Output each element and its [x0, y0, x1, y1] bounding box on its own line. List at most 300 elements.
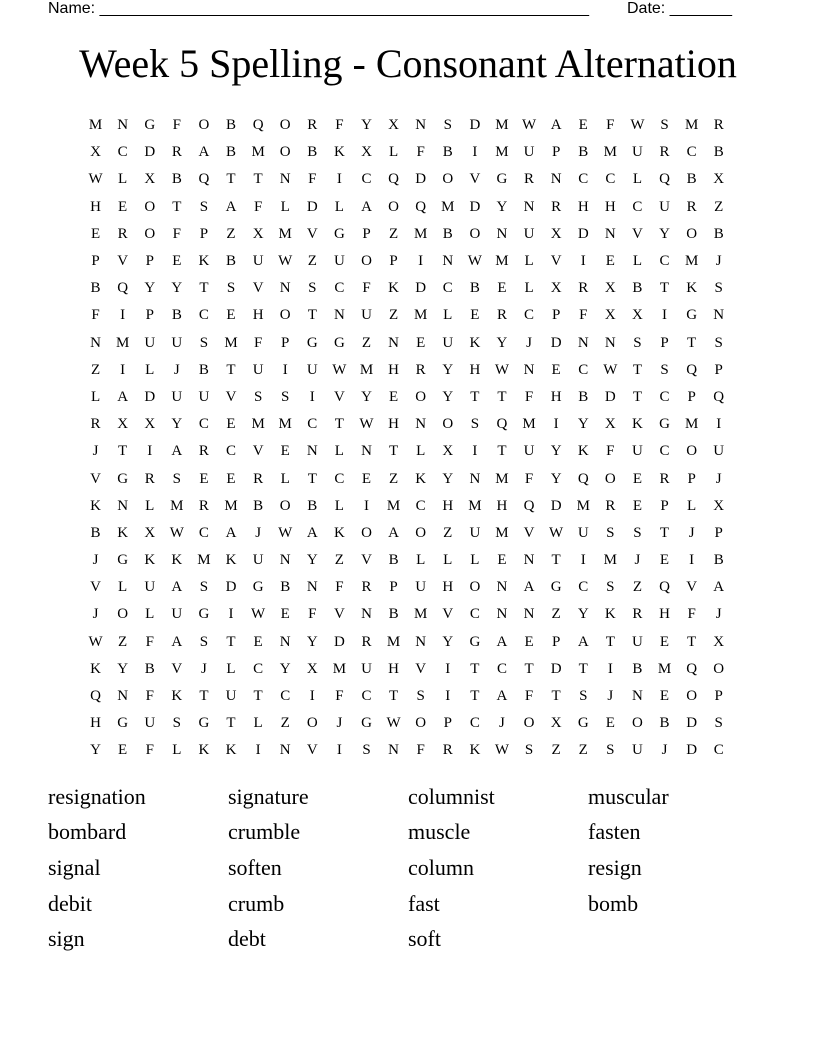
grid-cell: L: [280, 198, 290, 215]
grid-cell: T: [388, 443, 399, 460]
grid-cell: C: [469, 715, 480, 732]
grid-cell: F: [253, 334, 263, 351]
grid-cell: D: [225, 579, 237, 596]
grid-cell: K: [469, 742, 481, 759]
grid-cell: T: [524, 660, 534, 677]
grid-cell: M: [197, 552, 211, 569]
grid-cell: Y: [442, 361, 454, 378]
grid-cell: K: [333, 524, 345, 541]
grid-cell: H: [90, 715, 101, 732]
grid-cell: M: [684, 416, 699, 433]
grid-cell: F: [524, 388, 534, 405]
grid-cell: S: [633, 524, 642, 541]
grid-cell: P: [281, 334, 290, 351]
grid-cell: S: [606, 742, 615, 759]
grid-cell: F: [308, 171, 317, 188]
grid-cell: B: [442, 225, 453, 242]
grid-cell: N: [496, 225, 508, 242]
grid-cell: D: [415, 171, 427, 188]
grid-cell: T: [497, 388, 507, 405]
grid-cell: B: [307, 144, 318, 161]
grid-cell: B: [307, 497, 318, 514]
grid-cell: S: [714, 715, 723, 732]
grid-cell: N: [604, 334, 616, 351]
word-list-item: fast: [408, 890, 440, 916]
grid-cell: J: [607, 688, 614, 705]
grid-cell: V: [333, 388, 345, 405]
grid-cell: F: [91, 307, 100, 324]
grid-cell: L: [253, 715, 263, 732]
grid-cell: S: [633, 334, 642, 351]
grid-cell: B: [469, 280, 480, 297]
grid-cell: V: [361, 552, 372, 569]
grid-cell: K: [225, 742, 237, 759]
grid-cell: N: [333, 307, 345, 324]
grid-cell: N: [415, 117, 427, 134]
grid-cell: D: [144, 144, 156, 161]
grid-cell: W: [494, 361, 510, 378]
grid-cell: I: [580, 552, 586, 569]
grid-cell: B: [226, 253, 237, 270]
grid-cell: V: [550, 253, 562, 270]
grid-cell: R: [442, 742, 453, 759]
grid-cell: U: [252, 552, 264, 569]
grid-cell: X: [388, 117, 399, 134]
header-line: [48, 0, 748, 20]
grid-cell: Z: [551, 742, 561, 759]
grid-cell: E: [226, 307, 236, 324]
grid-cell: B: [686, 171, 697, 188]
grid-cell: D: [306, 198, 318, 215]
grid-cell: P: [660, 497, 669, 514]
grid-cell: X: [632, 307, 643, 324]
grid-cell: H: [577, 198, 589, 215]
grid-cell: B: [198, 361, 209, 378]
grid-cell: K: [90, 660, 101, 677]
grid-cell: Y: [550, 470, 562, 487]
word-list-item: soften: [228, 854, 282, 880]
grid-cell: U: [225, 688, 237, 705]
grid-cell: P: [199, 225, 209, 242]
grid-cell: T: [226, 715, 236, 732]
grid-cell: G: [306, 334, 318, 351]
grid-cell: N: [523, 361, 535, 378]
grid-cell: B: [90, 524, 101, 541]
grid-cell: W: [88, 633, 103, 650]
grid-cell: R: [171, 144, 182, 161]
grid-cell: H: [659, 606, 670, 623]
grid-cell: X: [604, 307, 616, 324]
grid-cell: C: [415, 497, 426, 514]
grid-cell: T: [551, 688, 561, 705]
grid-cell: T: [307, 470, 317, 487]
grid-cell: S: [579, 688, 588, 705]
grid-cell: U: [144, 715, 156, 732]
grid-cell: B: [713, 144, 724, 161]
grid-cell: J: [201, 660, 207, 677]
grid-cell: I: [662, 307, 668, 324]
grid-cell: U: [632, 144, 643, 161]
grid-cell: I: [336, 171, 342, 188]
grid-cell: K: [171, 688, 183, 705]
grid-cell: Y: [171, 416, 183, 433]
grid-cell: Q: [686, 361, 698, 378]
grid-cell: E: [361, 470, 372, 487]
grid-cell: Z: [388, 470, 399, 487]
grid-cell: Y: [577, 416, 589, 433]
grid-cell: J: [688, 524, 695, 541]
grid-cell: C: [469, 606, 480, 623]
grid-cell: T: [687, 633, 697, 650]
grid-cell: V: [686, 579, 698, 596]
grid-cell: M: [359, 361, 374, 378]
grid-cell: O: [306, 715, 318, 732]
grid-cell: Z: [280, 715, 290, 732]
grid-cell: J: [499, 715, 505, 732]
grid-cell: Q: [198, 171, 210, 188]
grid-cell: L: [443, 307, 453, 324]
grid-cell: N: [117, 117, 129, 134]
grid-cell: E: [605, 715, 615, 732]
grid-cell: V: [90, 579, 101, 596]
grid-cell: R: [144, 470, 155, 487]
grid-cell: T: [470, 660, 480, 677]
grid-cell: M: [88, 117, 103, 134]
grid-cell: P: [443, 715, 452, 732]
grid-cell: Z: [361, 334, 372, 351]
grid-cell: L: [118, 171, 128, 188]
grid-cell: I: [472, 144, 478, 161]
grid-cell: F: [416, 742, 425, 759]
grid-cell: R: [415, 361, 426, 378]
grid-cell: O: [279, 117, 291, 134]
grid-cell: E: [659, 688, 670, 705]
grid-cell: U: [632, 742, 643, 759]
grid-cell: X: [550, 280, 562, 297]
grid-cell: M: [251, 144, 265, 161]
grid-cell: I: [282, 361, 288, 378]
grid-cell: J: [715, 253, 722, 270]
grid-cell: X: [144, 171, 156, 188]
grid-cell: H: [442, 497, 454, 514]
grid-cell: B: [90, 280, 101, 297]
grid-cell: M: [224, 334, 238, 351]
grid-cell: M: [386, 633, 401, 650]
grid-cell: T: [497, 443, 507, 460]
grid-cell: E: [118, 742, 128, 759]
grid-cell: L: [334, 497, 344, 514]
grid-cell: M: [386, 497, 401, 514]
grid-cell: X: [604, 416, 616, 433]
grid-cell: A: [496, 633, 508, 650]
grid-cell: I: [120, 361, 126, 378]
grid-cell: A: [361, 198, 372, 215]
grid-cell: E: [253, 633, 263, 650]
grid-cell: E: [551, 361, 561, 378]
grid-cell: U: [415, 579, 427, 596]
grid-cell: M: [603, 552, 617, 569]
grid-cell: Y: [306, 552, 318, 569]
grid-cell: P: [389, 253, 398, 270]
grid-cell: B: [442, 144, 453, 161]
word-list: [48, 779, 768, 957]
grid-cell: F: [172, 225, 181, 242]
grid-cell: E: [199, 470, 209, 487]
grid-cell: W: [603, 361, 618, 378]
grid-cell: Y: [306, 633, 318, 650]
grid-cell: G: [198, 606, 210, 623]
grid-cell: R: [605, 497, 616, 514]
grid-cell: F: [335, 688, 344, 705]
grid-cell: C: [578, 579, 589, 596]
grid-cell: C: [686, 144, 697, 161]
grid-cell: K: [632, 416, 643, 433]
grid-cell: R: [551, 198, 562, 215]
grid-cell: L: [416, 443, 426, 460]
grid-cell: K: [117, 524, 129, 541]
grid-cell: B: [171, 307, 182, 324]
grid-cell: Y: [442, 633, 454, 650]
grid-cell: R: [496, 307, 507, 324]
grid-cell: M: [657, 660, 672, 677]
grid-cell: V: [306, 225, 318, 242]
grid-cell: H: [496, 497, 508, 514]
grid-cell: P: [145, 307, 154, 324]
grid-cell: T: [118, 443, 128, 460]
grid-cell: O: [442, 416, 454, 433]
grid-cell: X: [550, 225, 562, 242]
grid-cell: F: [308, 606, 317, 623]
grid-cell: M: [495, 117, 509, 134]
grid-cell: F: [335, 579, 344, 596]
grid-cell: W: [278, 253, 293, 270]
grid-cell: Y: [361, 117, 372, 134]
grid-cell: K: [469, 334, 481, 351]
grid-cell: P: [551, 633, 561, 650]
grid-cell: T: [551, 552, 561, 569]
grid-cell: E: [605, 253, 615, 270]
grid-cell: Q: [659, 171, 670, 188]
grid-cell: X: [713, 497, 725, 514]
grid-cell: B: [632, 660, 643, 677]
grid-cell: B: [632, 280, 643, 297]
word-list-item: resignation: [48, 783, 146, 809]
grid-cell: O: [279, 144, 291, 161]
grid-cell: P: [551, 144, 561, 161]
grid-cell: H: [252, 307, 264, 324]
grid-cell: E: [280, 443, 290, 460]
grid-cell: E: [497, 552, 507, 569]
grid-cell: G: [117, 552, 129, 569]
grid-cell: W: [386, 715, 401, 732]
letter-grid: [82, 112, 734, 765]
grid-cell: R: [659, 470, 670, 487]
grid-cell: E: [497, 280, 507, 297]
grid-cell: J: [526, 334, 532, 351]
grid-cell: N: [306, 443, 318, 460]
grid-cell: Y: [577, 606, 589, 623]
grid-cell: O: [469, 579, 481, 596]
grid-cell: N: [117, 688, 129, 705]
grid-cell: U: [577, 524, 589, 541]
grid-cell: S: [199, 633, 209, 650]
grid-cell: N: [632, 688, 643, 705]
grid-cell: Z: [443, 524, 453, 541]
grid-cell: X: [361, 144, 372, 161]
grid-cell: B: [578, 388, 589, 405]
grid-cell: K: [225, 552, 237, 569]
grid-cell: K: [90, 497, 101, 514]
grid-cell: N: [523, 198, 535, 215]
grid-cell: F: [145, 633, 154, 650]
grid-cell: Z: [551, 606, 561, 623]
grid-cell: U: [361, 307, 372, 324]
grid-cell: J: [336, 715, 343, 732]
grid-cell: P: [714, 524, 723, 541]
grid-cell: S: [172, 470, 181, 487]
grid-cell: W: [278, 524, 293, 541]
grid-cell: G: [577, 715, 589, 732]
grid-cell: U: [171, 606, 183, 623]
grid-cell: D: [604, 388, 616, 405]
grid-cell: W: [630, 117, 645, 134]
grid-cell: Z: [632, 579, 642, 596]
grid-cell: P: [687, 388, 696, 405]
grid-cell: G: [252, 579, 264, 596]
grid-cell: G: [333, 225, 345, 242]
grid-cell: C: [659, 253, 670, 270]
grid-cell: W: [251, 606, 266, 623]
grid-cell: J: [715, 606, 722, 623]
grid-cell: X: [442, 443, 454, 460]
grid-cell: B: [226, 117, 237, 134]
grid-cell: L: [280, 470, 290, 487]
grid-cell: O: [523, 715, 535, 732]
grid-cell: K: [686, 280, 698, 297]
grid-cell: C: [198, 416, 209, 433]
grid-cell: V: [225, 388, 237, 405]
grid-cell: C: [307, 416, 318, 433]
grid-cell: X: [604, 280, 616, 297]
grid-cell: U: [333, 253, 345, 270]
grid-cell: B: [659, 715, 670, 732]
grid-cell: P: [91, 253, 100, 270]
grid-cell: H: [388, 416, 399, 433]
grid-cell: O: [604, 470, 616, 487]
grid-cell: O: [686, 443, 698, 460]
grid-cell: Y: [442, 388, 454, 405]
grid-cell: O: [415, 524, 427, 541]
grid-cell: L: [145, 606, 155, 623]
grid-cell: U: [252, 253, 264, 270]
grid-cell: A: [550, 117, 562, 134]
grid-cell: H: [388, 660, 399, 677]
grid-cell: Q: [388, 171, 399, 188]
grid-cell: O: [279, 307, 291, 324]
grid-cell: N: [523, 552, 535, 569]
grid-cell: Z: [118, 633, 128, 650]
grid-cell: T: [470, 388, 480, 405]
grid-cell: J: [661, 742, 668, 759]
grid-cell: S: [362, 742, 371, 759]
grid-cell: P: [714, 688, 723, 705]
word-list-item: muscular: [588, 783, 669, 809]
grid-cell: F: [145, 688, 154, 705]
grid-cell: Q: [90, 688, 101, 705]
grid-cell: M: [495, 144, 509, 161]
grid-cell: J: [634, 552, 641, 569]
grid-cell: W: [332, 361, 347, 378]
grid-cell: R: [686, 198, 697, 215]
grid-cell: Z: [307, 253, 317, 270]
grid-cell: A: [388, 524, 399, 541]
grid-cell: N: [306, 579, 318, 596]
grid-cell: T: [470, 688, 480, 705]
grid-cell: H: [550, 388, 562, 405]
grid-cell: N: [496, 579, 508, 596]
grid-cell: T: [632, 361, 642, 378]
grid-cell: M: [278, 416, 292, 433]
grid-cell: F: [606, 443, 615, 460]
grid-cell: L: [334, 443, 344, 460]
grid-cell: N: [415, 633, 427, 650]
grid-cell: O: [442, 171, 454, 188]
grid-cell: S: [226, 280, 236, 297]
grid-cell: B: [253, 497, 264, 514]
grid-cell: L: [524, 253, 534, 270]
grid-cell: R: [253, 470, 264, 487]
grid-cell: X: [117, 416, 129, 433]
grid-cell: K: [604, 606, 616, 623]
grid-cell: S: [606, 579, 615, 596]
grid-cell: M: [603, 144, 617, 161]
grid-cell: T: [226, 171, 236, 188]
grid-cell: I: [309, 688, 315, 705]
grid-cell: A: [171, 633, 183, 650]
name-field-label: Name: _______________________________________________________: [48, 0, 589, 17]
grid-cell: N: [496, 606, 508, 623]
grid-cell: I: [689, 552, 695, 569]
grid-cell: C: [659, 388, 670, 405]
grid-cell: C: [659, 443, 670, 460]
word-list-item: sign: [48, 926, 85, 952]
grid-cell: H: [442, 579, 454, 596]
grid-cell: A: [496, 688, 508, 705]
grid-cell: G: [659, 416, 670, 433]
grid-cell: L: [388, 144, 399, 161]
grid-cell: B: [144, 660, 155, 677]
grid-cell: M: [278, 225, 292, 242]
word-list-item: resign: [588, 854, 642, 880]
grid-cell: Q: [415, 198, 427, 215]
grid-cell: N: [279, 280, 291, 297]
grid-cell: O: [144, 198, 156, 215]
grid-cell: S: [253, 388, 263, 405]
grid-cell: X: [550, 715, 562, 732]
grid-cell: O: [388, 198, 399, 215]
grid-cell: C: [117, 144, 128, 161]
grid-cell: N: [604, 225, 616, 242]
grid-cell: O: [415, 715, 427, 732]
grid-cell: O: [415, 388, 427, 405]
grid-cell: E: [90, 225, 101, 242]
grid-cell: L: [632, 253, 642, 270]
grid-cell: U: [171, 388, 183, 405]
grid-cell: K: [198, 253, 210, 270]
grid-cell: T: [659, 280, 670, 297]
grid-cell: B: [713, 552, 724, 569]
grid-cell: D: [469, 117, 481, 134]
